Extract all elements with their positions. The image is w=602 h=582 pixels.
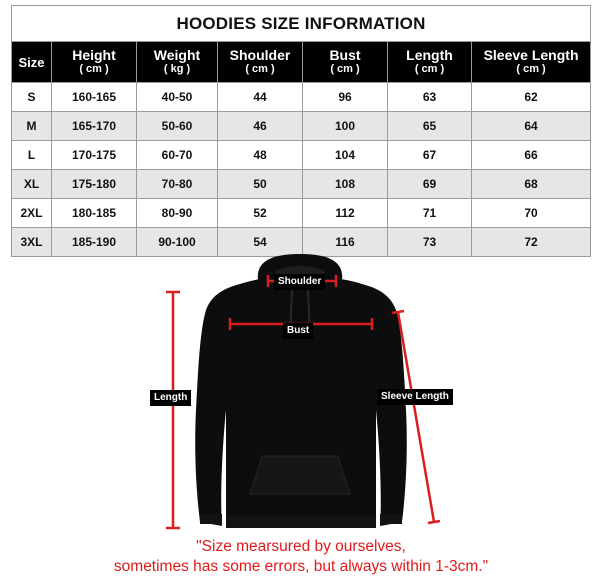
column-header-label: Sleeve Length <box>483 47 579 63</box>
column-header-unit: ( cm ) <box>79 63 109 75</box>
column-header-label: Height <box>72 47 116 63</box>
cell-length: 71 <box>388 199 472 228</box>
note-line-2: sometimes has some errors, but always within 1-3cm." <box>113 558 489 575</box>
table-row <box>12 170 591 199</box>
cell-bust: 116 <box>303 228 388 257</box>
column-header-unit: ( cm ) <box>330 63 360 75</box>
cell-length: 67 <box>388 141 472 170</box>
cell-bust: 100 <box>303 112 388 141</box>
table-header-row <box>12 42 591 83</box>
cell-weight: 60-70 <box>137 141 218 170</box>
hoodie-illustration <box>0 250 602 540</box>
cell-shoulder: 44 <box>218 83 303 112</box>
cell-height: 170-175 <box>52 141 137 170</box>
column-header-size <box>12 42 52 83</box>
cell-height: 160-165 <box>52 83 137 112</box>
size-table <box>11 5 591 257</box>
column-header-shoulder <box>218 42 303 83</box>
column-header-label: Weight <box>153 47 201 63</box>
cell-length: 69 <box>388 170 472 199</box>
hoodie-shape <box>195 254 407 528</box>
cell-bust: 108 <box>303 170 388 199</box>
table-title: HOODIES SIZE INFORMATION <box>12 6 591 42</box>
cell-sleeve-length: 66 <box>472 141 591 170</box>
table-row <box>12 199 591 228</box>
cell-shoulder: 54 <box>218 228 303 257</box>
column-header-sleeve-length <box>472 42 591 83</box>
cell-size: L <box>12 141 52 170</box>
column-header-length <box>388 42 472 83</box>
cell-length: 63 <box>388 83 472 112</box>
table-row <box>12 83 591 112</box>
cell-height: 180-185 <box>52 199 137 228</box>
column-header-label: Size <box>18 54 45 70</box>
length-label: Length <box>150 390 191 406</box>
cell-weight: 90-100 <box>137 228 218 257</box>
column-header-unit: ( cm ) <box>516 63 546 75</box>
column-header-bust <box>303 42 388 83</box>
cell-size: XL <box>12 170 52 199</box>
size-disclaimer-note <box>0 537 602 577</box>
bust-label: Bust <box>283 323 313 339</box>
cell-sleeve-length: 64 <box>472 112 591 141</box>
table-row <box>12 141 591 170</box>
column-header-label: Length <box>406 47 453 63</box>
column-header-unit: ( cm ) <box>414 63 445 75</box>
column-header-label: Bust <box>329 47 361 63</box>
cell-shoulder: 52 <box>218 199 303 228</box>
cell-height: 165-170 <box>52 112 137 141</box>
cell-bust: 112 <box>303 199 388 228</box>
sleeve-length-label: Sleeve Length <box>377 389 453 405</box>
cell-shoulder: 46 <box>218 112 303 141</box>
cell-size: M <box>12 112 52 141</box>
cell-bust: 104 <box>303 141 388 170</box>
length-measure-line <box>166 292 180 528</box>
shoulder-label: Shoulder <box>274 274 325 290</box>
column-header-height <box>52 42 137 83</box>
column-header-weight <box>137 42 218 83</box>
column-header-unit: ( cm ) <box>245 63 275 75</box>
cell-weight: 50-60 <box>137 112 218 141</box>
cell-height: 185-190 <box>52 228 137 257</box>
column-header-label: Shoulder <box>229 47 291 63</box>
cell-shoulder: 48 <box>218 141 303 170</box>
hoodie-measurement-diagram <box>0 250 602 540</box>
cell-weight: 70-80 <box>137 170 218 199</box>
cell-sleeve-length: 72 <box>472 228 591 257</box>
note-line-1: "Size mearsured by ourselves, <box>196 538 406 555</box>
cell-sleeve-length: 68 <box>472 170 591 199</box>
cell-weight: 40-50 <box>137 83 218 112</box>
cell-length: 73 <box>388 228 472 257</box>
cell-bust: 96 <box>303 83 388 112</box>
cell-weight: 80-90 <box>137 199 218 228</box>
cell-sleeve-length: 62 <box>472 83 591 112</box>
column-header-unit: ( kg ) <box>163 63 191 75</box>
cell-height: 175-180 <box>52 170 137 199</box>
table-row <box>12 112 591 141</box>
cell-size: 2XL <box>12 199 52 228</box>
cell-size: S <box>12 83 52 112</box>
cell-shoulder: 50 <box>218 170 303 199</box>
cell-size: 3XL <box>12 228 52 257</box>
cell-length: 65 <box>388 112 472 141</box>
cell-sleeve-length: 70 <box>472 199 591 228</box>
